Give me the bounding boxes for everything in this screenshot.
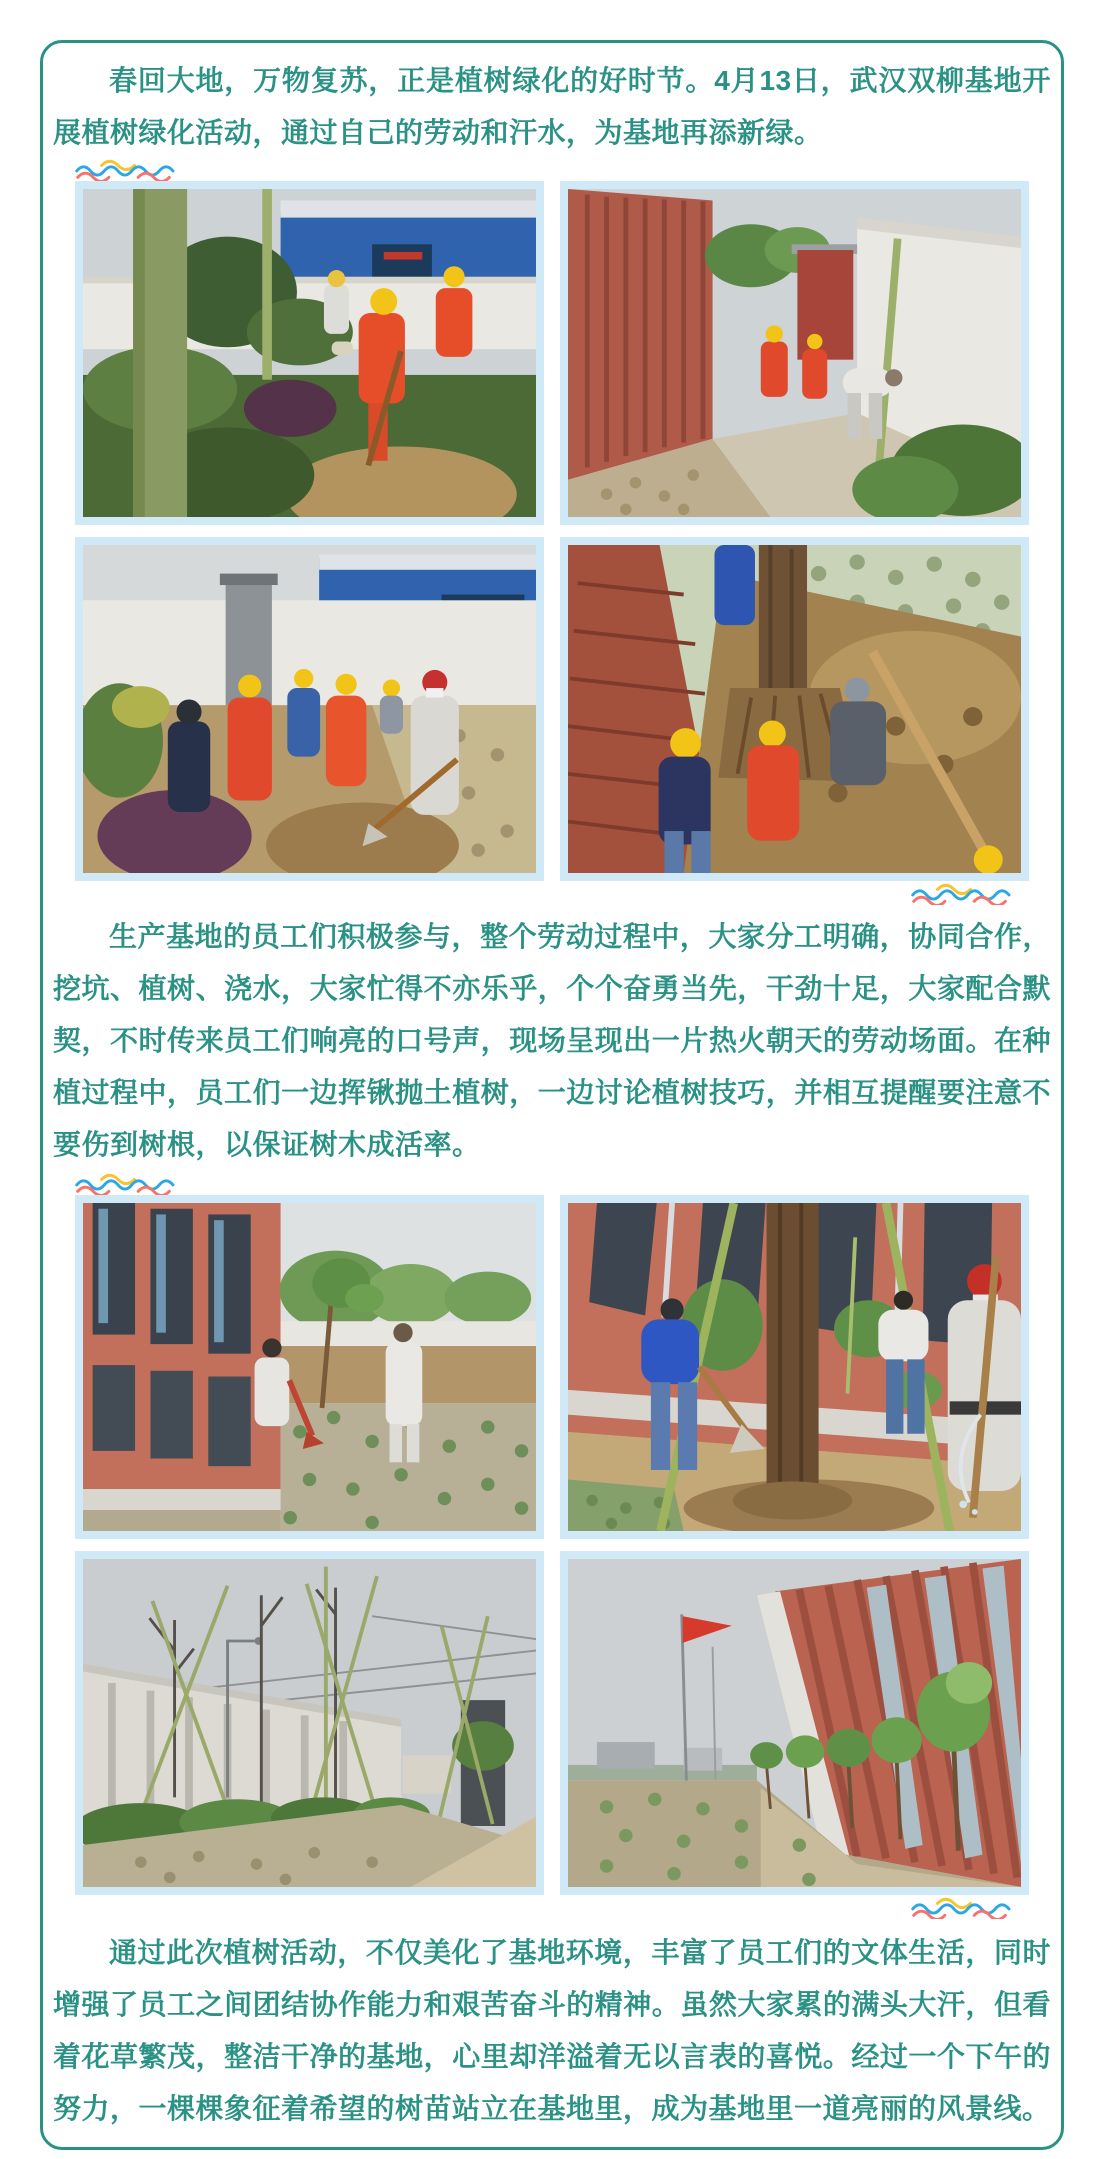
- photo-group-digging-illustration: [83, 545, 536, 873]
- photo-office-sapling[interactable]: [75, 1195, 544, 1539]
- wavy-divider: [69, 1173, 1061, 1195]
- photo-tree-rootball-illustration: [568, 545, 1021, 873]
- wavy-divider: [69, 159, 1061, 181]
- photo-planting-by-wall[interactable]: [75, 181, 544, 525]
- photo-grid-second: [75, 1195, 1029, 1895]
- wavy-lines-icon: [905, 883, 1025, 905]
- wavy-divider: [43, 883, 1025, 905]
- paragraph-summary: 通过此次植树活动，不仅美化了基地环境，丰富了员工们的文体生活，同时增强了员工之间团结协作能力和艰苦奋斗的精神。虽然大家累的满头大汗，但看着花草繁茂，整洁干净的基地，心里却洋溢着无以言表的喜悦。经过一个下午的努力，一棵棵象征着希望的树苗站立在基地里，成为基地里一道亮丽的风景线。: [53, 1937, 1051, 2124]
- photo-tree-support-watering[interactable]: [560, 1195, 1029, 1539]
- photo-tree-support-watering-illustration: [568, 1203, 1021, 1531]
- photo-building-tree-row[interactable]: [560, 1551, 1029, 1895]
- photo-staked-saplings-illustration: [83, 1559, 536, 1887]
- wavy-divider: [43, 1897, 1025, 1919]
- photo-tree-rootball[interactable]: [560, 537, 1029, 881]
- paragraph-process: 生产基地的员工们积极参与，整个劳动过程中，大家分工明确，协同合作，挖坑、植树、浇水，大家忙得不亦乐乎，个个奋勇当先，干劲十足，大家配合默契，不时传来员工们响亮的口号声，现场呈现出一片热火朝天的劳动场面。在种植过程中，员工们一边挥锹抛土植树，一边讨论植树技巧，并相互提醒要注意不要伤到树根，以保证树木成活率。: [53, 921, 1051, 1160]
- photo-office-sapling-illustration: [83, 1203, 536, 1531]
- photo-alley-planting[interactable]: [560, 181, 1029, 525]
- wavy-lines-icon: [69, 1173, 189, 1195]
- photo-planting-by-wall-illustration: [83, 189, 536, 517]
- photo-grid-first: [75, 181, 1029, 881]
- content-frame: [40, 40, 1064, 2150]
- photo-staked-saplings[interactable]: [75, 1551, 544, 1895]
- wavy-lines-icon: [69, 159, 189, 181]
- photo-alley-planting-illustration: [568, 189, 1021, 517]
- photo-group-digging[interactable]: [75, 537, 544, 881]
- paragraph-intro: 春回大地，万物复苏，正是植树绿化的好时节。4月13日，武汉双柳基地开展植树绿化活动，通过自己的劳动和汗水，为基地再添新绿。: [53, 65, 1051, 148]
- article-page: [0, 40, 1104, 2150]
- wavy-lines-icon: [905, 1897, 1025, 1919]
- photo-building-tree-row-illustration: [568, 1559, 1021, 1887]
